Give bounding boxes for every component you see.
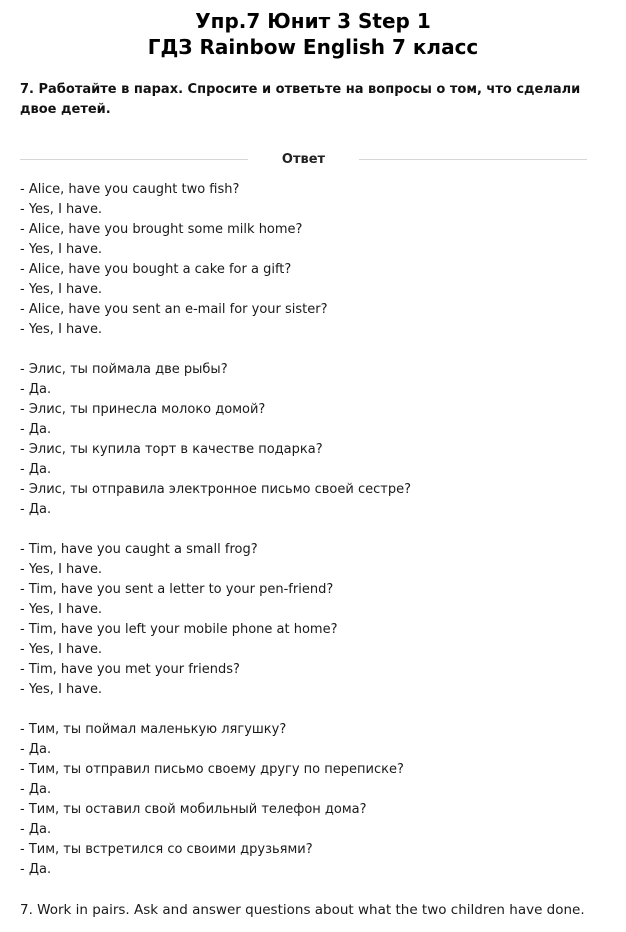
dialogue-line: - Элис, ты купила торт в качестве подарка?: [20, 442, 323, 457]
divider-line-right: [359, 159, 587, 160]
dialogue-line: - Тим, ты оставил свой мобильный телефон дома?: [20, 802, 367, 817]
footer-text: 7. Work in pairs. Ask and answer questions about what the two children have done.: [20, 902, 585, 918]
dialogue-line: - Тим, ты отправил письмо своему другу по переписке?: [20, 762, 404, 777]
task-text: 7. Работайте в парах. Спросите и ответьте на вопросы о том, что сделали двое детей.: [20, 82, 581, 117]
dialogue-line: - Да.: [20, 462, 52, 477]
dialogue-line: - Tim, have you left your mobile phone at home?: [20, 622, 338, 637]
dialogue-line: - Да.: [20, 742, 52, 757]
dialogue-line: - Yes, I have.: [20, 562, 103, 577]
dialogue-line: - Да.: [20, 782, 52, 797]
dialogue-line: - Yes, I have.: [20, 682, 103, 697]
answer-label: Ответ: [281, 151, 326, 167]
dialogue-line: - Yes, I have.: [20, 602, 103, 617]
dialogue-line: - Элис, ты принесла молоко домой?: [20, 402, 266, 417]
dialogue-line: - Yes, I have.: [20, 322, 103, 337]
dialogue-line: - Да.: [20, 422, 52, 437]
dialogue-line: - Yes, I have.: [20, 202, 103, 217]
dialogue-line: - Tim, have you caught a small frog?: [20, 542, 258, 557]
dialogue-line: - Alice, have you caught two fish?: [20, 182, 240, 197]
dialogue-line: - Alice, have you sent an e-mail for your sister?: [20, 302, 328, 317]
divider-line-left: [20, 159, 248, 160]
dialogue-line: - Alice, have you brought some milk home?: [20, 222, 303, 237]
page-title: Упр.7 Юнит 3 Step 1: [195, 9, 431, 33]
dialogue-line: - Да.: [20, 382, 52, 397]
dialogue-line: - Элис, ты поймала две рыбы?: [20, 362, 228, 377]
dialogue-line: - Да.: [20, 862, 52, 877]
dialogue-line: - Тим, ты поймал маленькую лягушку?: [20, 722, 287, 737]
dialogue-line: - Yes, I have.: [20, 282, 103, 297]
dialogue-line: - Tim, have you sent a letter to your pen-friend?: [20, 582, 334, 597]
dialogue-line: - Тим, ты встретился со своими друзьями?: [20, 842, 313, 857]
dialogue-line: - Yes, I have.: [20, 642, 103, 657]
answer-divider: [20, 150, 587, 168]
dialogue-line: - Yes, I have.: [20, 242, 103, 257]
dialogue-line: - Элис, ты отправила электронное письмо своей сестре?: [20, 482, 411, 497]
dialogue-line: - Tim, have you met your friends?: [20, 662, 240, 677]
dialogue-line: - Да.: [20, 822, 52, 837]
dialogue-line: - Alice, have you bought a cake for a gift?: [20, 262, 292, 277]
dialogue-line: - Да.: [20, 502, 52, 517]
page-subtitle: ГДЗ Rainbow English 7 класс: [147, 35, 479, 59]
